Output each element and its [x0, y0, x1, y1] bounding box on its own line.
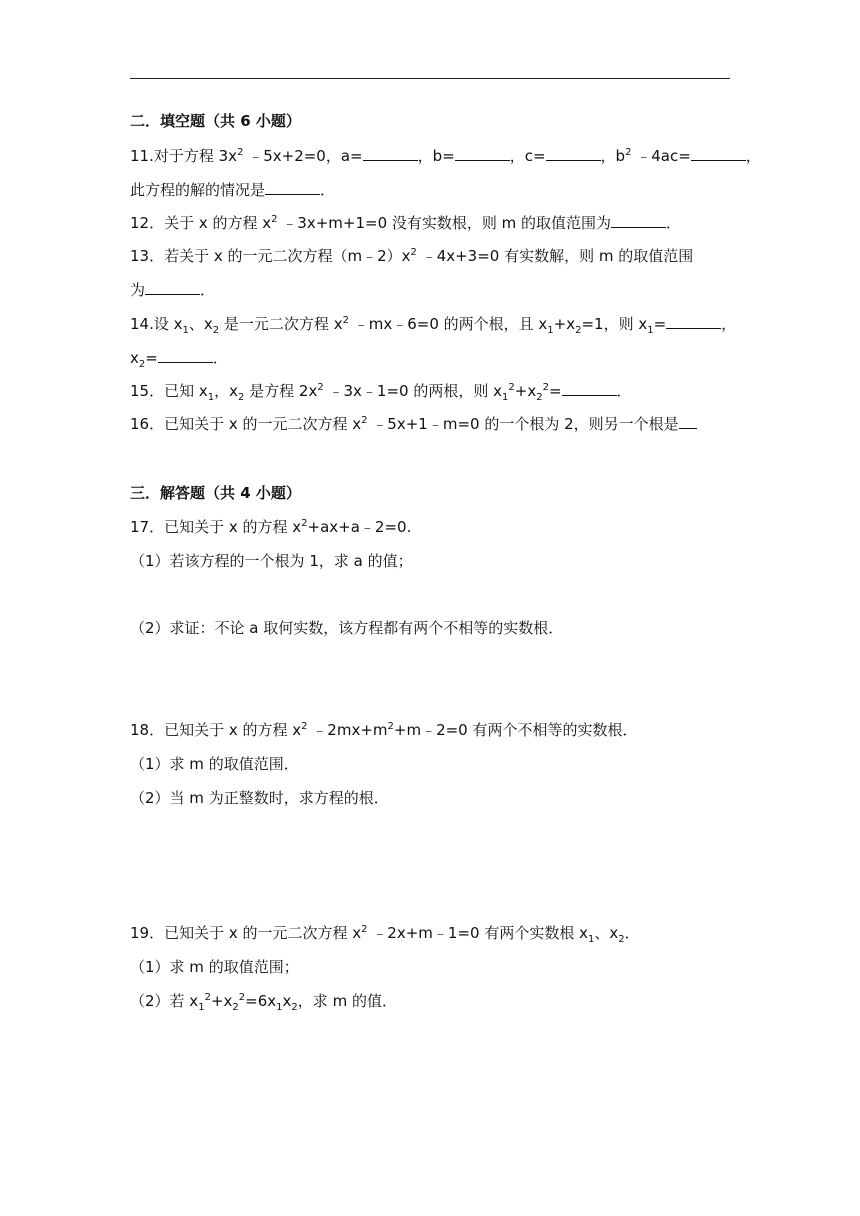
superscript: 2	[410, 247, 417, 258]
question-19	[130, 923, 640, 943]
text-fragment: 关于 x 的方程 x	[164, 214, 272, 232]
text-fragment: 、x	[594, 924, 619, 942]
question-17	[130, 517, 411, 537]
subscript: 2	[212, 325, 220, 336]
text-fragment: +m﹣2=0 有两个不相等的实数根．	[393, 721, 638, 739]
text-fragment: 16．	[130, 415, 165, 433]
subscript: 2	[536, 392, 543, 403]
question-18	[130, 720, 638, 740]
text-fragment: 12．	[130, 214, 165, 232]
subscript: 1	[182, 325, 189, 336]
text-fragment: ，x	[214, 382, 239, 400]
text-fragment: +x	[210, 992, 233, 1010]
text-fragment: 已知关于 x 的一元二次方程 x	[164, 415, 362, 433]
subscript: 2	[291, 1002, 298, 1013]
text-fragment: =	[653, 315, 667, 333]
superscript: 2	[301, 518, 308, 529]
subscript: 2	[618, 934, 625, 945]
answer-blank[interactable]	[158, 348, 213, 363]
text-fragment: 已知关于 x 的方程 x	[164, 721, 302, 739]
text-fragment: ．	[212, 349, 228, 367]
text-fragment: x	[282, 992, 292, 1010]
superscript: 2	[361, 415, 368, 426]
text-fragment: 18．	[130, 721, 165, 739]
text-fragment: 设 x	[153, 315, 183, 333]
question-16	[130, 414, 697, 434]
subscript: 1	[198, 1002, 205, 1013]
text-fragment: =1，则 x	[581, 315, 648, 333]
answer-blank[interactable]	[611, 213, 666, 228]
superscript: 2	[625, 147, 632, 158]
text-fragment: ﹣mx﹣6=0 的两个根，且 x	[348, 315, 548, 333]
text-fragment: 19．	[130, 924, 165, 942]
question-15	[130, 381, 632, 401]
section-2-heading: 二．填空题（共 6 小题）	[130, 112, 301, 130]
answer-blank[interactable]	[691, 146, 746, 161]
subscript: 1	[587, 934, 595, 945]
text-fragment: =	[145, 349, 158, 367]
answer-blank[interactable]	[145, 280, 200, 295]
text-fragment: +x	[514, 382, 537, 400]
text-fragment: ﹣5x+2=0，a=	[243, 147, 363, 165]
question-11-line2	[130, 180, 335, 200]
question-17-part-1: （1）若该方程的一个根为 1，求 a 的值；	[130, 552, 413, 570]
section-3-heading: 三．解答题（共 4 小题）	[130, 484, 301, 502]
text-fragment: =	[548, 382, 562, 400]
text-fragment: ﹣2mx+m	[307, 721, 388, 739]
text-fragment: 、x	[188, 315, 213, 333]
answer-blank[interactable]	[455, 146, 510, 161]
superscript: 2	[542, 382, 549, 393]
text-fragment: ﹣4x+3=0 有实数解，则 m 的取值范围	[416, 247, 694, 265]
text-fragment: +ax+a﹣2=0.	[307, 518, 412, 536]
text-fragment: ﹣3x﹣1=0 的两根，则 x	[323, 382, 502, 400]
subscript: 2	[138, 359, 146, 370]
answer-blank[interactable]	[546, 146, 601, 161]
subscript: 1	[502, 392, 509, 403]
question-19-part-1: （1）求 m 的取值范围；	[130, 958, 299, 976]
text-fragment: 已知关于 x 的方程 x	[164, 518, 302, 536]
subscript: 2	[238, 392, 245, 403]
superscript: 2	[204, 992, 211, 1003]
text-fragment: 已知关于 x 的一元二次方程 x	[164, 924, 362, 942]
text-fragment: 13．	[130, 247, 165, 265]
answer-blank[interactable]	[562, 381, 617, 396]
question-13-line2	[130, 280, 215, 300]
text-fragment: ．	[666, 214, 682, 232]
question-11	[130, 146, 761, 166]
text-fragment: 是方程 2x	[244, 382, 318, 400]
question-13	[130, 246, 693, 266]
text-fragment: ，b	[600, 147, 626, 165]
text-fragment: ．	[624, 924, 640, 942]
subscript: 1	[207, 392, 215, 403]
text-fragment: 15．	[130, 382, 165, 400]
text-fragment: 已知 x	[164, 382, 208, 400]
header-rule	[130, 78, 730, 79]
text-fragment: =6x	[245, 992, 277, 1010]
text-fragment: ．	[616, 382, 632, 400]
superscript: 2	[508, 382, 515, 393]
superscript: 2	[237, 147, 244, 158]
text-fragment: ，求 m 的值．	[297, 992, 397, 1010]
text-fragment: ，c=	[509, 147, 546, 165]
text-fragment: ，	[721, 315, 737, 333]
superscript: 2	[317, 382, 324, 393]
text-fragment: ，	[745, 147, 761, 165]
subscript: 2	[232, 1002, 239, 1013]
question-12	[130, 213, 681, 233]
text-fragment: ﹣5x+1﹣m=0 的一个根为 2，则另一个根是	[367, 415, 679, 433]
text-fragment: ﹣4ac=	[631, 147, 691, 165]
question-19-part-2	[130, 991, 397, 1011]
text-fragment: ﹣3x+m+1=0 没有实数根，则 m 的取值范围为	[277, 214, 612, 232]
question-17-part-2: （2）求证：不论 a 取何实数，该方程都有两个不相等的实数根．	[130, 619, 564, 637]
superscript: 2	[342, 315, 349, 326]
superscript: 2	[301, 721, 308, 732]
question-14	[130, 314, 736, 334]
subscript: 1	[647, 325, 654, 336]
text-fragment: ，b=	[417, 147, 455, 165]
question-14-line2	[130, 348, 228, 368]
text-fragment: 若关于 x 的一元二次方程（m﹣2）x	[164, 247, 411, 265]
text-fragment: ﹣2x+m﹣1=0 有两个实数根 x	[367, 924, 588, 942]
subscript: 1	[547, 325, 554, 336]
superscript: 2	[361, 924, 368, 935]
superscript: 2	[271, 214, 278, 225]
text-fragment: 17．	[130, 518, 165, 536]
question-18-part-1: （1）求 m 的取值范围．	[130, 755, 299, 773]
answer-blank[interactable]	[363, 146, 418, 161]
text-fragment: ．	[320, 181, 336, 199]
text-fragment: 11.	[130, 147, 154, 165]
text-fragment: 14.	[130, 315, 154, 333]
text-fragment: 为	[130, 281, 146, 299]
subscript: 1	[276, 1002, 283, 1013]
text-fragment: +x	[553, 315, 576, 333]
subscript: 2	[575, 325, 582, 336]
answer-blank[interactable]	[679, 414, 697, 429]
text-fragment: ．	[200, 281, 216, 299]
text-fragment: 是一元二次方程 x	[219, 315, 343, 333]
question-18-part-2: （2）当 m 为正整数时，求方程的根．	[130, 789, 389, 807]
text-fragment: 此方程的解的情况是	[130, 181, 266, 199]
superscript: 2	[387, 721, 394, 732]
text-fragment: x	[130, 349, 139, 367]
text-fragment: 对于方程 3x	[153, 147, 238, 165]
superscript: 2	[238, 992, 246, 1003]
answer-blank[interactable]	[265, 180, 320, 195]
text-fragment: （2）若 x	[130, 992, 199, 1010]
answer-blank[interactable]	[666, 314, 721, 329]
